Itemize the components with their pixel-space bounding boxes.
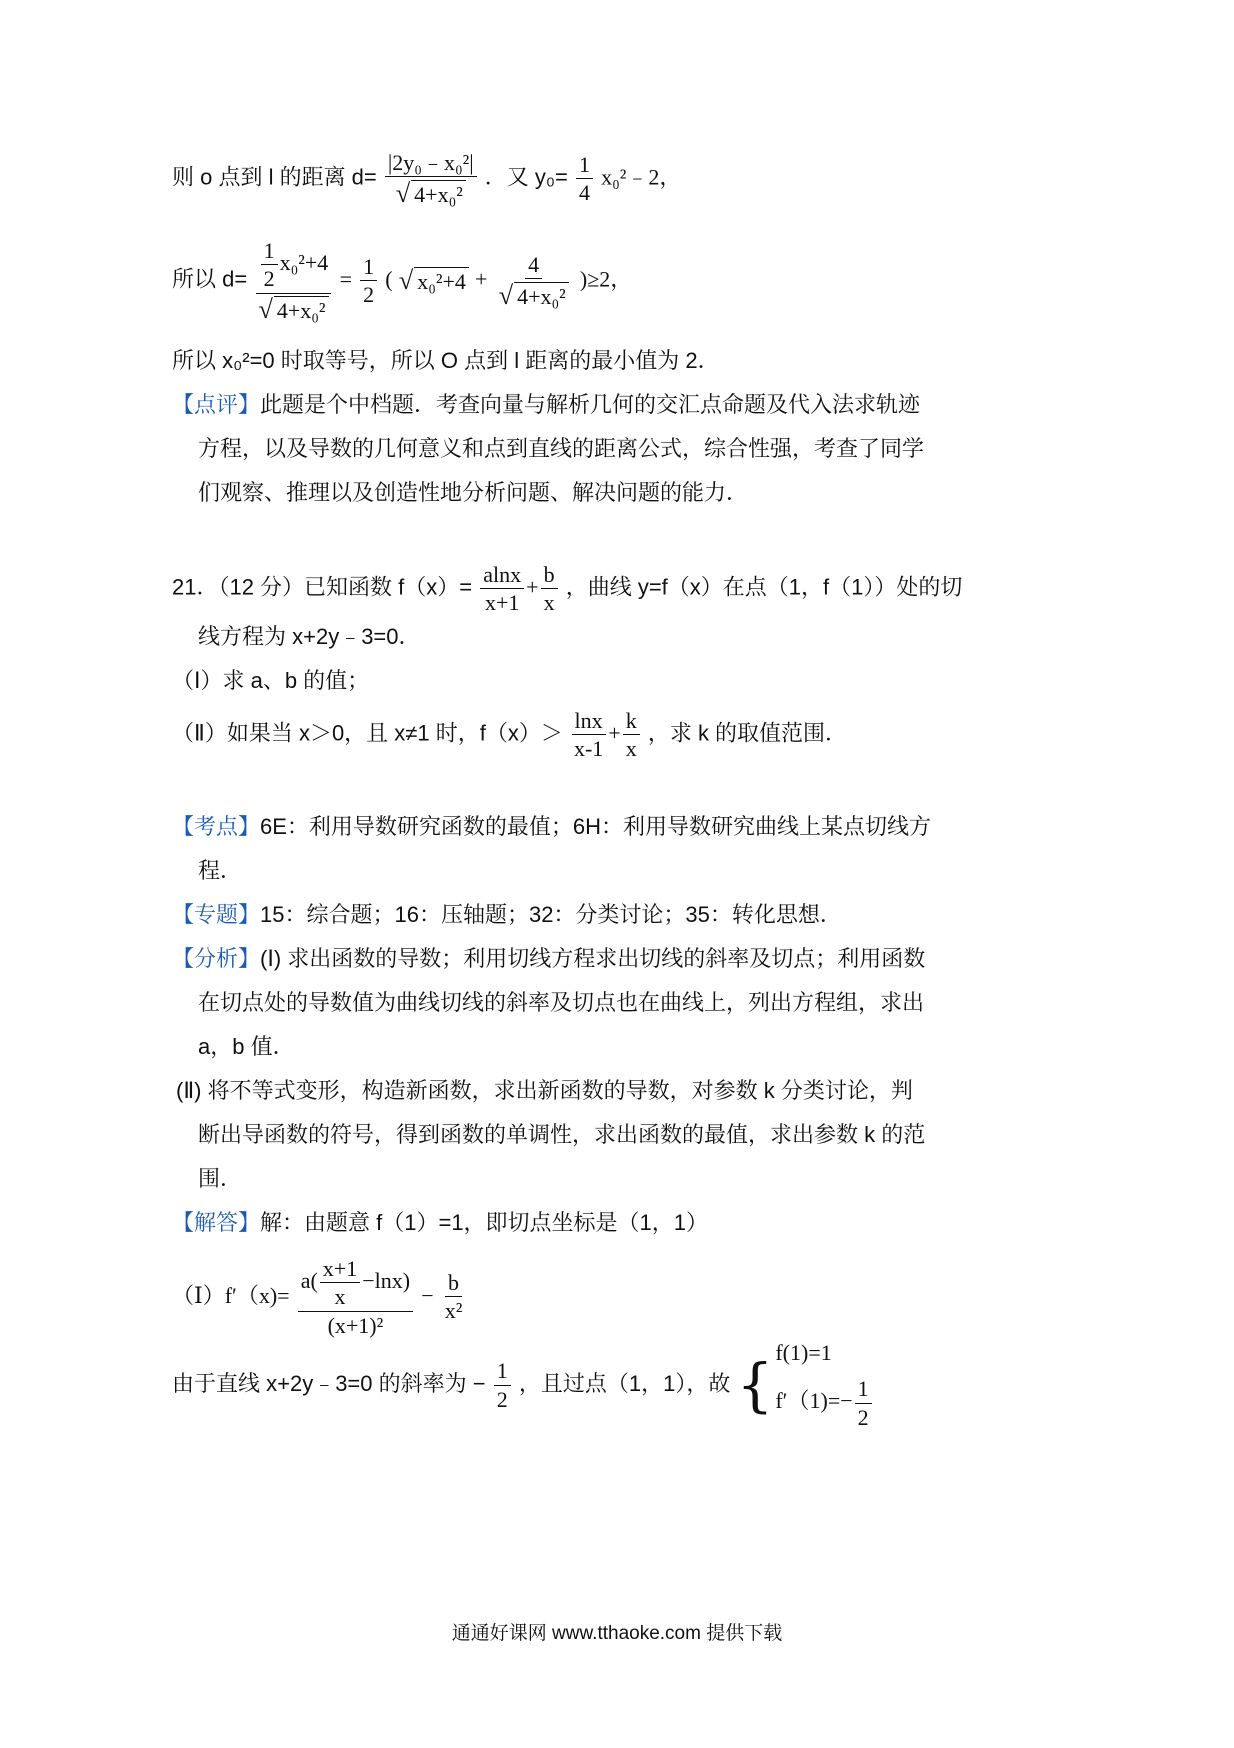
derivative-line <box>172 1256 467 1338</box>
denominator: 4+x₀² <box>274 296 329 323</box>
half-fraction <box>494 1358 511 1412</box>
system-row-2 <box>775 1376 873 1430</box>
fenxi-line-6: 围． <box>198 1166 243 1191</box>
text: （Ⅰ）f′（x)= <box>172 1282 290 1308</box>
numerator: 1 <box>855 1376 872 1403</box>
numerator <box>298 1256 413 1312</box>
text: ，求 k 的取值范围． <box>647 720 848 746</box>
slope-line <box>172 1340 874 1430</box>
question-21-part-2 <box>172 708 847 762</box>
sqrt-icon: √ <box>498 279 514 310</box>
jieda-line-1 <box>172 1210 708 1236</box>
numerator: 1 <box>576 152 593 179</box>
denominator: x² <box>444 1298 463 1324</box>
jieda-tag: 【解答】 <box>172 1210 261 1235</box>
plus: + <box>608 720 621 746</box>
numerator: |2y₀﹣x₀²| <box>385 150 477 177</box>
text: 6E：利用导数研究函数的最值；6H：利用导数研究曲线上某点切线方 <box>260 814 932 839</box>
numerator: x+1 <box>320 1256 360 1283</box>
comment-tag: 【点评】 <box>172 392 261 417</box>
numerator: alnx <box>480 562 524 589</box>
denominator: 2 <box>496 1386 508 1412</box>
text: ．又 y₀= <box>484 164 568 190</box>
question-21-line-1 <box>172 562 962 616</box>
alnx-fraction <box>480 562 524 616</box>
numerator: 1 <box>360 254 377 281</box>
sqrt-icon: √ <box>258 293 273 324</box>
numerator <box>256 238 332 294</box>
comment-line-2: 方程，以及导数的几何意义和点到直线的距离公式，综合性强，考查了同学 <box>198 436 925 461</box>
denominator: 2 <box>857 1404 869 1430</box>
numerator: 4 <box>525 252 542 279</box>
k-fraction <box>623 708 640 762</box>
denominator: x+1 <box>485 590 520 616</box>
derivation-line-2 <box>172 238 632 323</box>
zhuanti-line <box>172 902 842 928</box>
text: 21．（12 分）已知函数 f（x）= <box>172 574 473 600</box>
kaodian-tag: 【考点】 <box>172 814 261 839</box>
fenxi-tag: 【分析】 <box>172 946 261 971</box>
text: 所以 d= <box>172 266 248 292</box>
denominator: x <box>543 590 555 616</box>
text: 15：综合题；16：压轴题；32：分类讨论；35：转化思想． <box>260 902 842 927</box>
text: )≥2， <box>579 266 633 292</box>
kaodian-line-2: 程． <box>198 858 243 883</box>
text: ，且过点（1，1），故 <box>518 1370 731 1396</box>
numerator: b <box>445 1270 462 1297</box>
denominator: x-1 <box>573 736 604 762</box>
fenxi-line-2: 在切点处的导数值为曲线切线的斜率及切点也在曲线上，列出方程组，求出 <box>198 990 925 1015</box>
numerator: k <box>623 708 640 735</box>
lnx-fraction <box>571 708 606 762</box>
distance-fraction <box>385 150 477 207</box>
question-21-line-2: 线方程为 x+2y﹣3=0． <box>198 624 421 649</box>
equation-system <box>736 1340 873 1430</box>
text: (Ⅰ) 求出函数的导数；利用切线方程求出切线的斜率及切点；利用函数 <box>260 946 926 971</box>
system-row-1: f(1)=1 <box>775 1340 832 1365</box>
zhuanti-tag: 【专题】 <box>172 902 261 927</box>
text: 此题是个中档题．考查向量与解析几何的交汇点命题及代入法求轨迹 <box>260 392 921 417</box>
text: （Ⅱ）如果当 x＞0，且 x≠1 时，f（x）＞ <box>172 720 563 746</box>
derivation-line-3: 所以 x₀²=0 时取等号，所以 O 点到 l 距离的最小值为 2． <box>172 348 720 373</box>
numerator: 1 <box>261 238 278 265</box>
denominator: 4 <box>579 179 590 205</box>
fenxi-line-3: a，b 值． <box>198 1034 295 1059</box>
denominator: x <box>334 1284 346 1310</box>
text: ，曲线 y=f（x）在点（1，f（1））处的切 <box>565 574 963 600</box>
radicand: x₀²+4 <box>414 267 469 294</box>
fenxi-line-4: (Ⅱ) 将不等式变形，构造新函数，求出新函数的导数，对参数 k 分类讨论，判 <box>176 1078 913 1103</box>
derivation-line-1 <box>172 150 681 207</box>
derivative-fraction <box>298 1256 413 1338</box>
comment-line-1 <box>172 392 920 418</box>
numerator-rest: x₀²+4 <box>279 249 329 275</box>
brace-icon: { <box>736 1350 774 1419</box>
equals: = <box>339 266 353 292</box>
denominator: (x+1)² <box>327 1312 384 1338</box>
question-21-part-1: （Ⅰ）求 a、b 的值； <box>172 668 370 693</box>
fenxi-line-1 <box>172 946 925 972</box>
b-over-x2-fraction <box>442 1270 466 1324</box>
text: 则 o 点到 l 的距离 d= <box>172 164 377 190</box>
denominator: 4+x₀² <box>514 282 569 309</box>
text: −lnx) <box>362 1267 411 1293</box>
text: x₀²﹣2， <box>601 164 682 190</box>
numerator: b <box>541 562 558 589</box>
d-fraction <box>255 238 331 323</box>
text: 由于直线 x+2y﹣3=0 的斜率为 − <box>172 1370 486 1396</box>
minus: − <box>421 1282 434 1308</box>
paren: ( <box>385 266 393 292</box>
numerator: 1 <box>494 1358 511 1385</box>
four-fraction <box>496 252 572 309</box>
half-fraction <box>360 254 377 308</box>
denominator: 4+x₀² <box>411 180 466 207</box>
page-footer: 通通好课网 www.tthaoke.com 提供下载 <box>451 1623 783 1644</box>
plus: + <box>475 266 488 292</box>
comment-line-3: 们观察、推理以及创造性地分析问题、解决问题的能力． <box>198 480 749 505</box>
text: a( <box>300 1267 318 1293</box>
quarter-fraction <box>576 152 593 206</box>
sqrt-icon: √ <box>398 264 414 295</box>
text: 解：由题意 f（1）=1，即切点坐标是（1，1） <box>260 1210 709 1235</box>
numerator: lnx <box>572 708 606 735</box>
denominator: 2 <box>263 266 275 292</box>
text: f′（1)=− <box>775 1388 853 1414</box>
b-fraction <box>541 562 558 616</box>
denominator: x <box>625 736 637 762</box>
plus: + <box>526 574 539 600</box>
denominator: 2 <box>363 282 375 308</box>
sqrt-icon: √ <box>395 177 411 208</box>
kaodian-line-1 <box>172 814 931 840</box>
fenxi-line-5: 断出导函数的符号，得到函数的单调性，求出函数的最值，求出参数 k 的范 <box>198 1122 926 1147</box>
